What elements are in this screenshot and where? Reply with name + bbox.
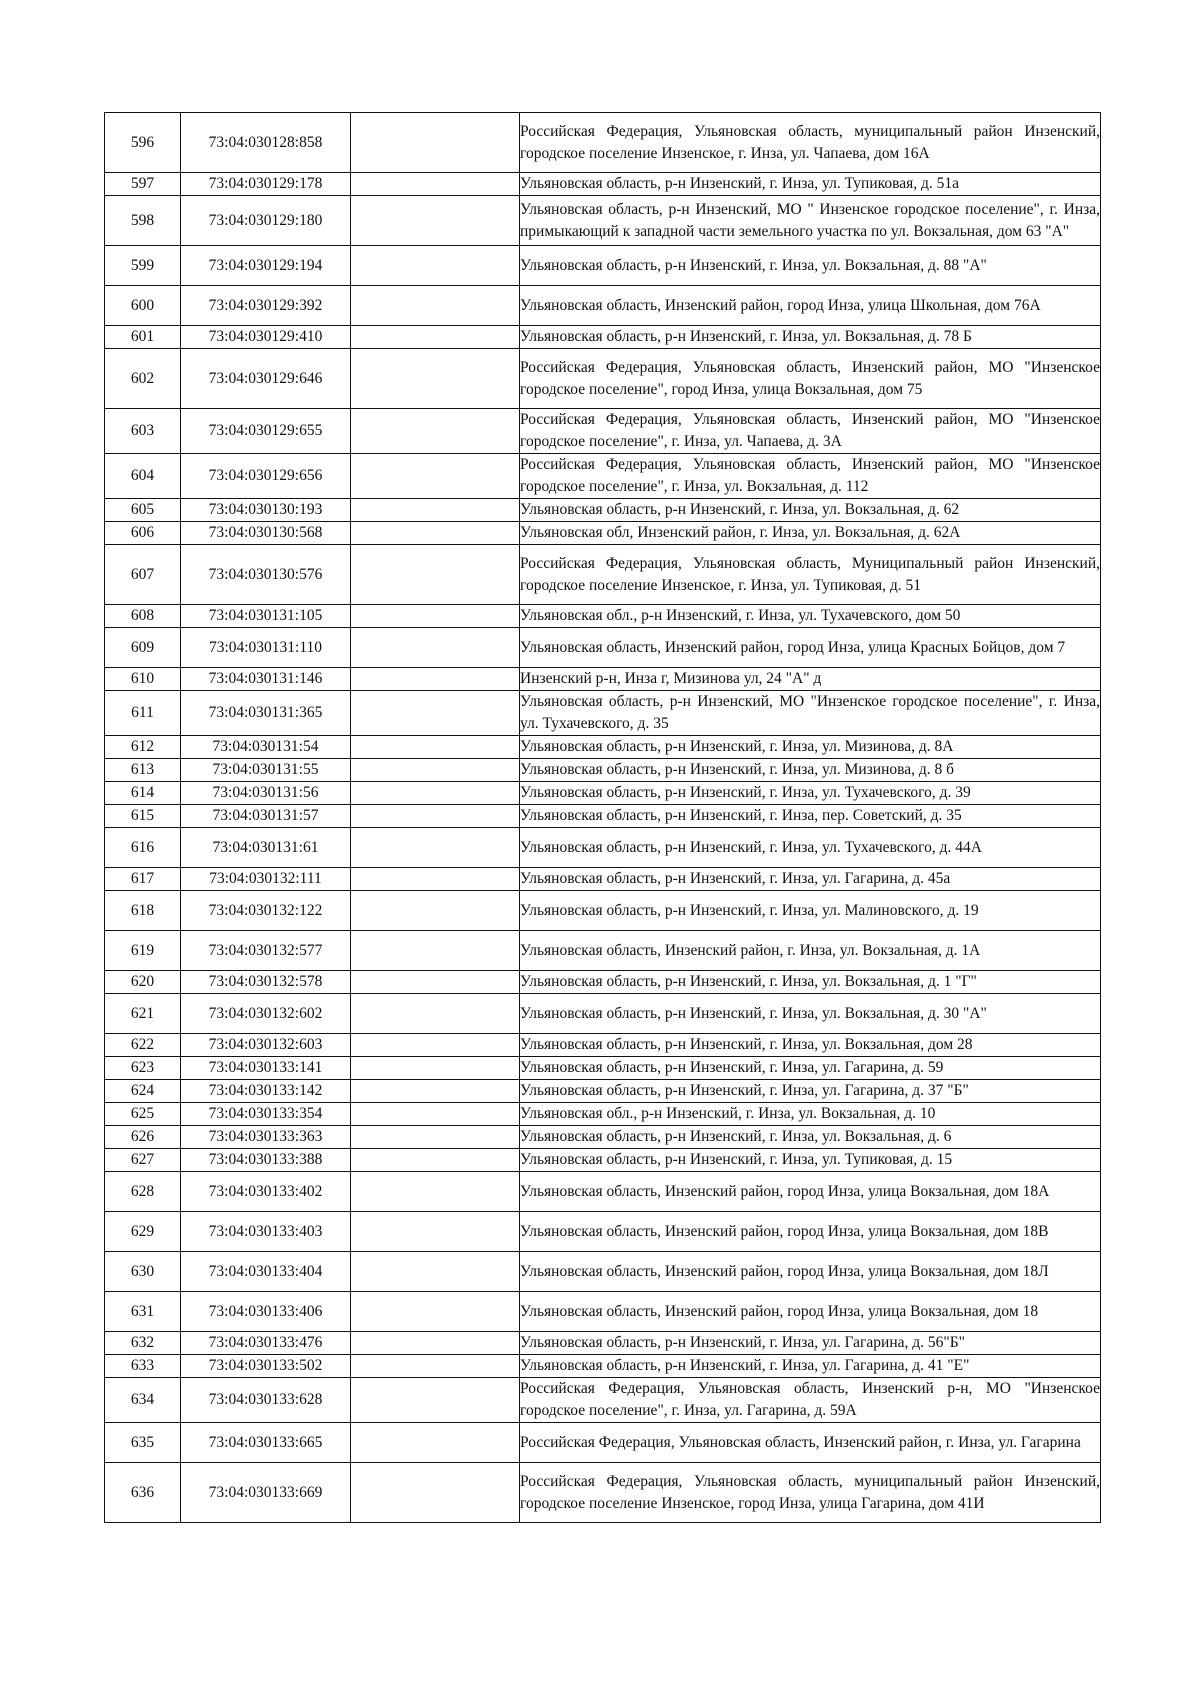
- table-row: [105, 1463, 1101, 1523]
- table-row: [105, 326, 1101, 349]
- row-number-cell: 597: [105, 173, 181, 196]
- cadastral-number-cell: 73:04:030131:105: [181, 605, 351, 628]
- row-number-cell: 635: [105, 1423, 181, 1463]
- table-row: [105, 805, 1101, 828]
- cadastral-number-cell: 73:04:030131:365: [181, 691, 351, 736]
- empty-cell: [351, 1423, 520, 1463]
- table-row: [105, 196, 1101, 246]
- row-number-cell: 612: [105, 736, 181, 759]
- row-number-cell: 607: [105, 545, 181, 605]
- address-cell: Ульяновская область, р-н Инзенский, г. Инза, ул. Гагарина, д. 37 "Б": [520, 1080, 1101, 1103]
- cadastral-number-cell: 73:04:030129:410: [181, 326, 351, 349]
- table-row: [105, 1057, 1101, 1080]
- table-row: [105, 1355, 1101, 1378]
- empty-cell: [351, 828, 520, 868]
- cadastral-number-cell: 73:04:030133:502: [181, 1355, 351, 1378]
- row-number-cell: 605: [105, 499, 181, 522]
- address-cell: Ульяновская область, р-н Инзенский, г. Инза, пер. Советский, д. 35: [520, 805, 1101, 828]
- cadastral-number-cell: 73:04:030129:655: [181, 409, 351, 454]
- row-number-cell: 629: [105, 1212, 181, 1252]
- table-row: [105, 1378, 1101, 1423]
- cadastral-number-cell: 73:04:030133:406: [181, 1292, 351, 1332]
- empty-cell: [351, 668, 520, 691]
- empty-cell: [351, 499, 520, 522]
- empty-cell: [351, 286, 520, 326]
- cadastral-number-cell: 73:04:030131:110: [181, 628, 351, 668]
- address-cell: Российская Федерация, Ульяновская область, Инзенский район, МО "Инзенское городское поселение", г. Инза, ул. Вокзальная, д. 112: [520, 454, 1101, 499]
- row-number-cell: 632: [105, 1332, 181, 1355]
- address-cell: Ульяновская область, Инзенский район, город Инза, улица Вокзальная, дом 18: [520, 1292, 1101, 1332]
- cadastral-number-cell: 73:04:030133:388: [181, 1149, 351, 1172]
- empty-cell: [351, 605, 520, 628]
- empty-cell: [351, 326, 520, 349]
- table-row: [105, 286, 1101, 326]
- cadastral-number-cell: 73:04:030130:193: [181, 499, 351, 522]
- table-row: [105, 691, 1101, 736]
- table-row: [105, 759, 1101, 782]
- table-row: [105, 409, 1101, 454]
- row-number-cell: 630: [105, 1252, 181, 1292]
- empty-cell: [351, 1332, 520, 1355]
- cadastral-number-cell: 73:04:030129:194: [181, 246, 351, 286]
- empty-cell: [351, 1463, 520, 1523]
- empty-cell: [351, 1057, 520, 1080]
- address-cell: Ульяновская область, р-н Инзенский, г. Инза, ул. Мизинова, д. 8А: [520, 736, 1101, 759]
- row-number-cell: 628: [105, 1172, 181, 1212]
- table-row: [105, 349, 1101, 409]
- empty-cell: [351, 931, 520, 971]
- empty-cell: [351, 1034, 520, 1057]
- address-cell: Ульяновская область, Инзенский район, город Инза, улица Вокзальная, дом 18А: [520, 1172, 1101, 1212]
- cadastral-number-cell: 73:04:030131:57: [181, 805, 351, 828]
- cadastral-number-cell: 73:04:030131:56: [181, 782, 351, 805]
- address-cell: Ульяновская область, Инзенский район, город Инза, улица Школьная, дом 76А: [520, 286, 1101, 326]
- address-cell: Ульяновская область, р-н Инзенский, г. Инза, ул. Малиновского, д. 19: [520, 891, 1101, 931]
- empty-cell: [351, 1149, 520, 1172]
- table-row: [105, 782, 1101, 805]
- empty-cell: [351, 409, 520, 454]
- row-number-cell: 621: [105, 994, 181, 1034]
- cadastral-number-cell: 73:04:030131:146: [181, 668, 351, 691]
- row-number-cell: 610: [105, 668, 181, 691]
- row-number-cell: 606: [105, 522, 181, 545]
- address-cell: Ульяновская область, р-н Инзенский, г. Инза, ул. Вокзальная, д. 88 "А": [520, 246, 1101, 286]
- cadastral-number-cell: 73:04:030132:122: [181, 891, 351, 931]
- cadastral-number-cell: 73:04:030132:602: [181, 994, 351, 1034]
- address-cell: Ульяновская область, р-н Инзенский, г. Инза, ул. Гагарина, д. 45а: [520, 868, 1101, 891]
- row-number-cell: 626: [105, 1126, 181, 1149]
- empty-cell: [351, 173, 520, 196]
- cadastral-number-cell: 73:04:030133:402: [181, 1172, 351, 1212]
- row-number-cell: 613: [105, 759, 181, 782]
- address-cell: Ульяновская область, р-н Инзенский, г. Инза, ул. Вокзальная, д. 6: [520, 1126, 1101, 1149]
- cadastral-number-cell: 73:04:030133:142: [181, 1080, 351, 1103]
- cadastral-number-cell: 73:04:030129:656: [181, 454, 351, 499]
- row-number-cell: 624: [105, 1080, 181, 1103]
- registry-table-body: [105, 113, 1101, 1523]
- empty-cell: [351, 1080, 520, 1103]
- table-row: [105, 668, 1101, 691]
- row-number-cell: 601: [105, 326, 181, 349]
- table-row: [105, 736, 1101, 759]
- cadastral-number-cell: 73:04:030132:577: [181, 931, 351, 971]
- table-row: [105, 522, 1101, 545]
- cadastral-number-cell: 73:04:030133:354: [181, 1103, 351, 1126]
- empty-cell: [351, 1378, 520, 1423]
- cadastral-number-cell: 73:04:030133:363: [181, 1126, 351, 1149]
- cadastral-number-cell: 73:04:030133:141: [181, 1057, 351, 1080]
- table-row: [105, 971, 1101, 994]
- cadastral-number-cell: 73:04:030131:54: [181, 736, 351, 759]
- empty-cell: [351, 1252, 520, 1292]
- table-row: [105, 1126, 1101, 1149]
- empty-cell: [351, 1126, 520, 1149]
- empty-cell: [351, 246, 520, 286]
- table-row: [105, 1212, 1101, 1252]
- empty-cell: [351, 994, 520, 1034]
- empty-cell: [351, 971, 520, 994]
- address-cell: Ульяновская область, р-н Инзенский, г. Инза, ул. Тупиковая, д. 15: [520, 1149, 1101, 1172]
- empty-cell: [351, 113, 520, 173]
- empty-cell: [351, 691, 520, 736]
- table-row: [105, 113, 1101, 173]
- address-cell: Ульяновская область, р-н Инзенский, г. Инза, ул. Вокзальная, дом 28: [520, 1034, 1101, 1057]
- row-number-cell: 625: [105, 1103, 181, 1126]
- table-row: [105, 891, 1101, 931]
- cadastral-number-cell: 73:04:030133:476: [181, 1332, 351, 1355]
- table-row: [105, 628, 1101, 668]
- row-number-cell: 609: [105, 628, 181, 668]
- empty-cell: [351, 782, 520, 805]
- row-number-cell: 617: [105, 868, 181, 891]
- address-cell: Ульяновская обл, Инзенский район, г. Инза, ул. Вокзальная, д. 62А: [520, 522, 1101, 545]
- cadastral-number-cell: 73:04:030133:404: [181, 1252, 351, 1292]
- address-cell: Ульяновская область, р-н Инзенский, г. Инза, ул. Гагарина, д. 56"Б": [520, 1332, 1101, 1355]
- row-number-cell: 611: [105, 691, 181, 736]
- row-number-cell: 619: [105, 931, 181, 971]
- table-row: [105, 1423, 1101, 1463]
- row-number-cell: 598: [105, 196, 181, 246]
- table-row: [105, 499, 1101, 522]
- table-row: [105, 1172, 1101, 1212]
- empty-cell: [351, 1355, 520, 1378]
- cadastral-number-cell: 73:04:030133:403: [181, 1212, 351, 1252]
- row-number-cell: 599: [105, 246, 181, 286]
- cadastral-number-cell: 73:04:030128:858: [181, 113, 351, 173]
- row-number-cell: 633: [105, 1355, 181, 1378]
- cadastral-number-cell: 73:04:030132:578: [181, 971, 351, 994]
- cadastral-number-cell: 73:04:030130:568: [181, 522, 351, 545]
- empty-cell: [351, 1292, 520, 1332]
- table-row: [105, 828, 1101, 868]
- empty-cell: [351, 1103, 520, 1126]
- empty-cell: [351, 628, 520, 668]
- address-cell: Ульяновская область, р-н Инзенский, г. Инза, ул. Мизинова, д. 8 б: [520, 759, 1101, 782]
- row-number-cell: 596: [105, 113, 181, 173]
- address-cell: Ульяновская область, Инзенский район, город Инза, улица Вокзальная, дом 18Л: [520, 1252, 1101, 1292]
- row-number-cell: 615: [105, 805, 181, 828]
- address-cell: Ульяновская обл., р-н Инзенский, г. Инза, ул. Тухачевского, дом 50: [520, 605, 1101, 628]
- row-number-cell: 614: [105, 782, 181, 805]
- address-cell: Российская Федерация, Ульяновская область, Инзенский район, МО "Инзенское городское поселение", город Инза, улица Вокзальная, дом 75: [520, 349, 1101, 409]
- cadastral-number-cell: 73:04:030133:669: [181, 1463, 351, 1523]
- cadastral-number-cell: 73:04:030130:576: [181, 545, 351, 605]
- table-row: [105, 994, 1101, 1034]
- row-number-cell: 604: [105, 454, 181, 499]
- address-cell: Российская Федерация, Ульяновская область, муниципальный район Инзенский, городское поселение Инзенское, город Инза, улица Гагарина, дом 41И: [520, 1463, 1101, 1523]
- address-cell: Ульяновская область, р-н Инзенский, МО "Инзенское городское поселение", г. Инза, ул. Тухачевского, д. 35: [520, 691, 1101, 736]
- table-row: [105, 868, 1101, 891]
- row-number-cell: 620: [105, 971, 181, 994]
- address-cell: Ульяновская область, р-н Инзенский, г. Инза, ул. Гагарина, д. 59: [520, 1057, 1101, 1080]
- address-cell: Ульяновская обл., р-н Инзенский, г. Инза, ул. Вокзальная, д. 10: [520, 1103, 1101, 1126]
- address-cell: Ульяновская область, р-н Инзенский, г. Инза, ул. Тухачевского, д. 39: [520, 782, 1101, 805]
- table-row: [105, 173, 1101, 196]
- address-cell: Российская Федерация, Ульяновская область, Инзенский р-н, МО "Инзенское городское поселение", г. Инза, ул. Гагарина, д. 59А: [520, 1378, 1101, 1423]
- empty-cell: [351, 805, 520, 828]
- address-cell: Российская Федерация, Ульяновская область, Муниципальный район Инзенский, городское поселение Инзенское, г. Инза, ул. Тупиковая, д. 51: [520, 545, 1101, 605]
- empty-cell: [351, 1212, 520, 1252]
- row-number-cell: 600: [105, 286, 181, 326]
- empty-cell: [351, 545, 520, 605]
- address-cell: Ульяновская область, Инзенский район, г. Инза, ул. Вокзальная, д. 1А: [520, 931, 1101, 971]
- address-cell: Ульяновская область, р-н Инзенский, г. Инза, ул. Вокзальная, д. 78 Б: [520, 326, 1101, 349]
- table-row: [105, 246, 1101, 286]
- table-row: [105, 1034, 1101, 1057]
- address-cell: Ульяновская область, р-н Инзенский, г. Инза, ул. Вокзальная, д. 1 "Г": [520, 971, 1101, 994]
- table-row: [105, 931, 1101, 971]
- empty-cell: [351, 891, 520, 931]
- address-cell: Ульяновская область, р-н Инзенский, г. Инза, ул. Тупиковая, д. 51а: [520, 173, 1101, 196]
- address-cell: Ульяновская область, р-н Инзенский, г. Инза, ул. Гагарина, д. 41 "Е": [520, 1355, 1101, 1378]
- row-number-cell: 602: [105, 349, 181, 409]
- cadastral-number-cell: 73:04:030133:665: [181, 1423, 351, 1463]
- row-number-cell: 622: [105, 1034, 181, 1057]
- address-cell: Российская Федерация, Ульяновская область, Инзенский район, г. Инза, ул. Гагарина: [520, 1423, 1101, 1463]
- table-row: [105, 605, 1101, 628]
- address-cell: Инзенский р-н, Инза г, Мизинова ул, 24 "А" д: [520, 668, 1101, 691]
- address-cell: Российская Федерация, Ульяновская область, муниципальный район Инзенский, городское поселение Инзенское, г. Инза, ул. Чапаева, дом 16А: [520, 113, 1101, 173]
- cadastral-number-cell: 73:04:030129:392: [181, 286, 351, 326]
- table-row: [105, 1292, 1101, 1332]
- table-row: [105, 1332, 1101, 1355]
- empty-cell: [351, 522, 520, 545]
- cadastral-number-cell: 73:04:030132:603: [181, 1034, 351, 1057]
- cadastral-number-cell: 73:04:030129:178: [181, 173, 351, 196]
- cadastral-number-cell: 73:04:030129:180: [181, 196, 351, 246]
- land-plot-registry-table: [104, 112, 1101, 1523]
- row-number-cell: 618: [105, 891, 181, 931]
- empty-cell: [351, 1172, 520, 1212]
- address-cell: Ульяновская область, р-н Инзенский, г. Инза, ул. Вокзальная, д. 62: [520, 499, 1101, 522]
- empty-cell: [351, 196, 520, 246]
- address-cell: Российская Федерация, Ульяновская область, Инзенский район, МО "Инзенское городское поселение", г. Инза, ул. Чапаева, д. 3А: [520, 409, 1101, 454]
- empty-cell: [351, 868, 520, 891]
- cadastral-number-cell: 73:04:030132:111: [181, 868, 351, 891]
- cadastral-number-cell: 73:04:030133:628: [181, 1378, 351, 1423]
- cadastral-number-cell: 73:04:030131:55: [181, 759, 351, 782]
- row-number-cell: 631: [105, 1292, 181, 1332]
- row-number-cell: 608: [105, 605, 181, 628]
- row-number-cell: 603: [105, 409, 181, 454]
- row-number-cell: 634: [105, 1378, 181, 1423]
- address-cell: Ульяновская область, Инзенский район, город Инза, улица Красных Бойцов, дом 7: [520, 628, 1101, 668]
- table-row: [105, 545, 1101, 605]
- empty-cell: [351, 349, 520, 409]
- row-number-cell: 623: [105, 1057, 181, 1080]
- row-number-cell: 636: [105, 1463, 181, 1523]
- address-cell: Ульяновская область, р-н Инзенский, МО " Инзенское городское поселение", г. Инза, примыкающий к западной части земельного участка по ул. Вокзальная, дом 63 "А": [520, 196, 1101, 246]
- cadastral-number-cell: 73:04:030129:646: [181, 349, 351, 409]
- address-cell: Ульяновская область, р-н Инзенский, г. Инза, ул. Тухачевского, д. 44А: [520, 828, 1101, 868]
- table-row: [105, 1149, 1101, 1172]
- row-number-cell: 616: [105, 828, 181, 868]
- empty-cell: [351, 736, 520, 759]
- cadastral-number-cell: 73:04:030131:61: [181, 828, 351, 868]
- table-row: [105, 1252, 1101, 1292]
- row-number-cell: 627: [105, 1149, 181, 1172]
- address-cell: Ульяновская область, Инзенский район, город Инза, улица Вокзальная, дом 18В: [520, 1212, 1101, 1252]
- table-row: [105, 1080, 1101, 1103]
- table-row: [105, 454, 1101, 499]
- empty-cell: [351, 454, 520, 499]
- empty-cell: [351, 759, 520, 782]
- table-row: [105, 1103, 1101, 1126]
- address-cell: Ульяновская область, р-н Инзенский, г. Инза, ул. Вокзальная, д. 30 "А": [520, 994, 1101, 1034]
